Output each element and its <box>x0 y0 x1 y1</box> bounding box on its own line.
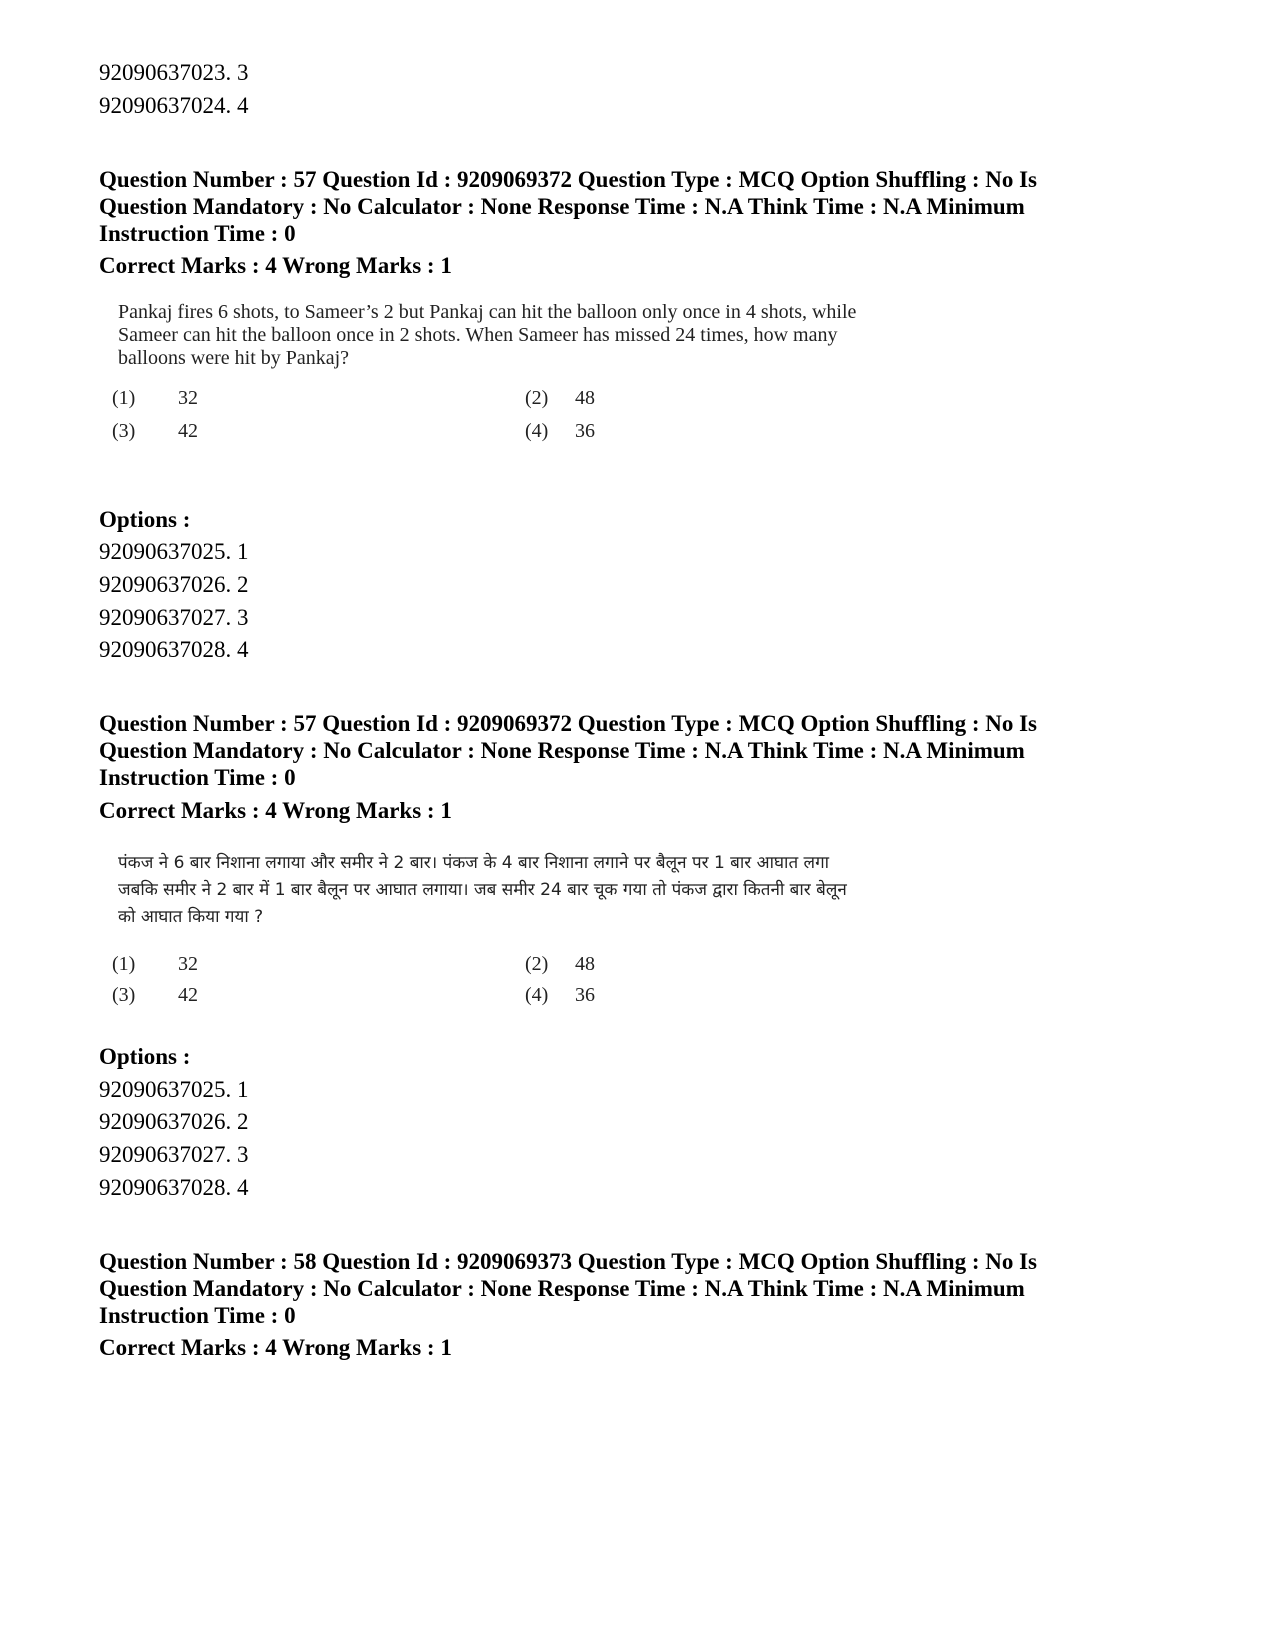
option-line: 92090637025. 1 <box>99 539 249 564</box>
question-image-hindi <box>112 850 1012 1020</box>
marks-line: Correct Marks : 4 Wrong Marks : 1 <box>99 1335 452 1360</box>
question-text-line: जबकि समीर ने 2 बार में 1 बार बैलून पर आघात लगाया। जब समीर 24 बार चूक गया तो पंकज द्वारा कितनी बार बेलून <box>118 880 847 900</box>
question-text-line: को आघात किया गया ? <box>118 907 264 927</box>
question-header: Question Number : 58 Question Id : 9209069373 Question Type : MCQ Option Shuffling : No Is <box>99 1249 1038 1274</box>
option-line: 92090637024. 4 <box>99 93 249 118</box>
marks-line: Correct Marks : 4 Wrong Marks : 1 <box>99 798 452 823</box>
question-header: Question Number : 57 Question Id : 9209069372 Question Type : MCQ Option Shuffling : No Is <box>99 711 1038 736</box>
option-line: 92090637027. 3 <box>99 605 249 630</box>
option-line: 92090637026. 2 <box>99 572 249 597</box>
choice-3: (3) 42 <box>112 420 198 442</box>
choice-4: (4) 36 <box>525 984 595 1006</box>
question-header: Question Mandatory : No Calculator : None Response Time : N.A Think Time : N.A Minimum <box>99 1276 1025 1301</box>
choice-1: (1) 32 <box>112 387 198 409</box>
question-header: Instruction Time : 0 <box>99 221 296 246</box>
choice-2: (2) 48 <box>525 953 595 975</box>
question-header: Instruction Time : 0 <box>99 765 296 790</box>
choice-4: (4) 36 <box>525 420 595 442</box>
option-line: 92090637027. 3 <box>99 1142 249 1167</box>
question-text-line: balloons were hit by Pankaj? <box>118 347 350 369</box>
question-header: Question Number : 57 Question Id : 9209069372 Question Type : MCQ Option Shuffling : No Is <box>99 167 1038 192</box>
question-header: Instruction Time : 0 <box>99 1303 296 1328</box>
question-text-line: पंकज ने 6 बार निशाना लगाया और समीर ने 2 बार। पंकज के 4 बार निशाना लगाने पर बैलून पर 1 बार आघात लगा <box>118 853 830 873</box>
question-header: Question Mandatory : No Calculator : None Response Time : N.A Think Time : N.A Minimum <box>99 738 1025 763</box>
choice-1: (1) 32 <box>112 953 198 975</box>
options-label: Options : <box>99 1044 191 1069</box>
options-label: Options : <box>99 507 191 532</box>
choice-3: (3) 42 <box>112 984 198 1006</box>
question-text-line: Sameer can hit the balloon once in 2 shots. When Sameer has missed 24 times, how many <box>118 324 838 346</box>
option-line: 92090637025. 1 <box>99 1077 249 1102</box>
option-line: 92090637028. 4 <box>99 637 249 662</box>
choice-2: (2) 48 <box>525 387 595 409</box>
option-line: 92090637028. 4 <box>99 1175 249 1200</box>
question-text-line: Pankaj fires 6 shots, to Sameer’s 2 but Pankaj can hit the balloon only once in 4 shots, while <box>118 301 857 323</box>
question-header: Question Mandatory : No Calculator : None Response Time : N.A Think Time : N.A Minimum <box>99 194 1025 219</box>
question-image-english <box>112 300 1012 450</box>
option-line: 92090637023. 3 <box>99 60 249 85</box>
marks-line: Correct Marks : 4 Wrong Marks : 1 <box>99 253 452 278</box>
option-line: 92090637026. 2 <box>99 1109 249 1134</box>
